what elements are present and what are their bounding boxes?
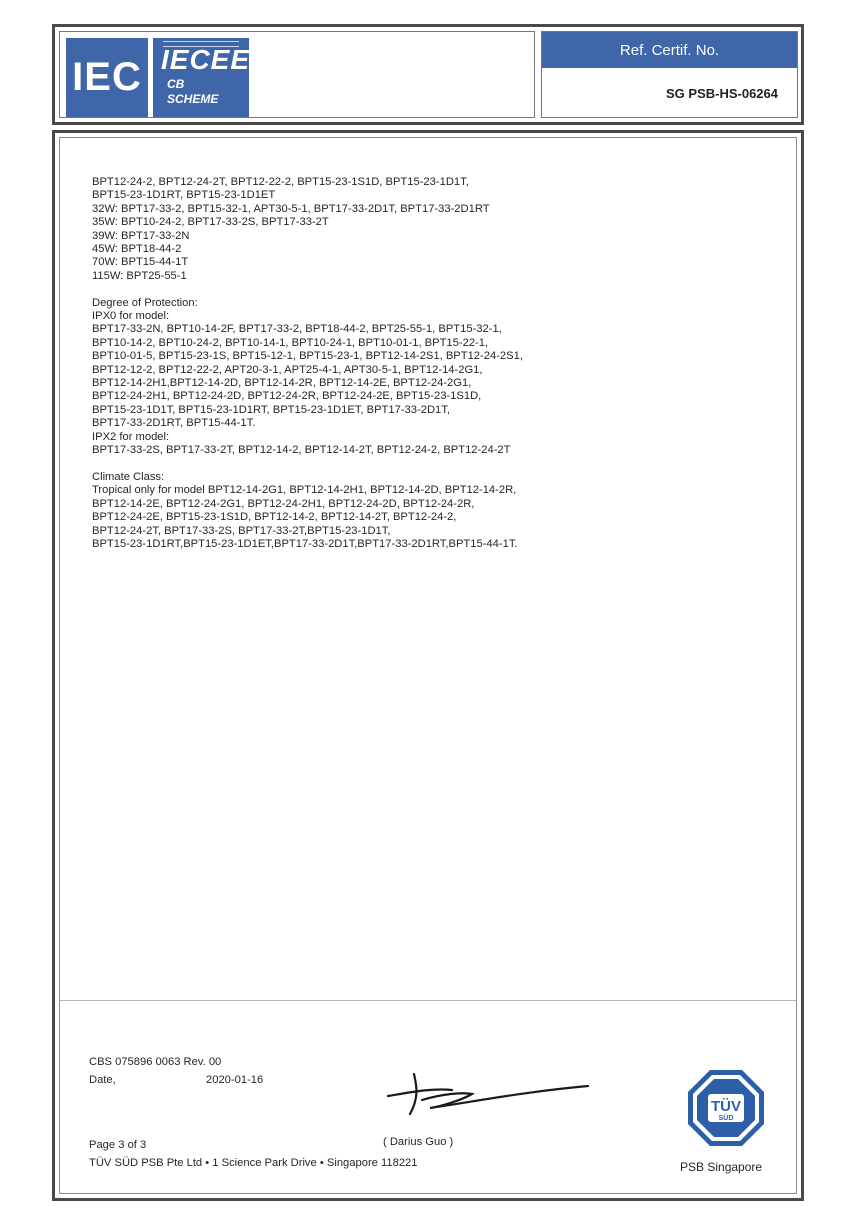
tuv-sud-logo <box>686 1068 766 1148</box>
date-label: Date, <box>89 1074 116 1086</box>
model-line: 35W: BPT10-24-2, BPT17-33-2S, BPT17-33-2T <box>92 216 329 229</box>
certificate-content <box>92 176 792 551</box>
climate-line: BPT12-24-2T, BPT17-33-2S, BPT17-33-2T,BPT15-23-1D1T, <box>92 524 391 537</box>
ref-certificate-panel <box>541 31 798 118</box>
signatory-name: ( Darius Guo ) <box>383 1136 454 1148</box>
scheme-logo-text: SCHEME <box>167 92 219 106</box>
model-line: 115W: BPT25-55-1 <box>92 269 187 282</box>
climate-line: BPT12-24-2E, BPT15-23-1S1D, BPT12-14-2, BPT12-14-2T, BPT12-24-2, <box>92 511 457 524</box>
ipx2-heading: IPX2 for model: <box>92 430 170 443</box>
psb-singapore-label: PSB Singapore <box>680 1160 763 1174</box>
date-value: 2020-01-16 <box>206 1074 264 1086</box>
protection-line: BPT12-12-2, BPT12-22-2, APT20-3-1, APT25-4-1, APT30-5-1, BPT12-14-2G1, <box>92 363 483 376</box>
spacer <box>92 283 792 296</box>
protection-line: BPT15-23-1D1T, BPT15-23-1D1RT, BPT15-23-1D1ET, BPT17-33-2D1T, <box>92 403 450 416</box>
protection-line: BPT17-33-2S, BPT17-33-2T, BPT12-14-2, BPT12-14-2T, BPT12-24-2, BPT12-24-2T <box>92 444 511 457</box>
certificate-body <box>52 130 804 1201</box>
protection-line: BPT12-24-2H1, BPT12-24-2D, BPT12-24-2R, BPT12-24-2E, BPT15-23-1S1D, <box>92 390 482 403</box>
ref-certif-label: Ref. Certif. No. <box>542 32 797 68</box>
climate-line: Tropical only for model BPT12-14-2G1, BPT12-14-2H1, BPT12-14-2D, BPT12-14-2R, <box>92 484 517 497</box>
iecee-cb-scheme-logo <box>153 38 249 117</box>
protection-line: BPT17-33-2N, BPT10-14-2F, BPT17-33-2, BPT18-44-2, BPT25-55-1, BPT15-32-1, <box>92 323 502 336</box>
iecee-logo-text: IECEE <box>161 44 251 75</box>
protection-line: BPT17-33-2D1RT, BPT15-44-1T. <box>92 417 256 430</box>
spacer <box>92 458 792 471</box>
climate-heading: Climate Class: <box>92 470 165 483</box>
model-line: BPT15-23-1D1RT, BPT15-23-1D1ET <box>92 189 276 202</box>
ref-certif-number: SG PSB-HS-06264 <box>666 86 778 101</box>
certificate-header <box>52 24 804 125</box>
company-address: TÜV SÜD PSB Pte Ltd • 1 Science Park Drive • Singapore 118221 <box>89 1157 418 1169</box>
iec-logo-text: IEC <box>72 55 142 99</box>
iec-logo <box>66 38 148 117</box>
protection-line: BPT12-14-2H1,BPT12-14-2D, BPT12-14-2R, BPT12-14-2E, BPT12-24-2G1, <box>92 377 472 390</box>
protection-heading: Degree of Protection: <box>92 296 198 309</box>
model-line: 39W: BPT17-33-2N <box>92 229 190 242</box>
model-line: 32W: BPT17-33-2, BPT15-32-1, APT30-5-1, BPT17-33-2D1T, BPT17-33-2D1RT <box>92 202 490 215</box>
cb-logo-text: CB <box>167 77 185 91</box>
model-line: 70W: BPT15-44-1T <box>92 256 189 269</box>
signature <box>382 1070 592 1120</box>
protection-line: BPT10-01-5, BPT15-23-1S, BPT15-12-1, BPT15-23-1, BPT12-14-2S1, BPT12-24-2S1, <box>92 350 523 363</box>
climate-line: BPT15-23-1D1RT,BPT15-23-1D1ET,BPT17-33-2D1T,BPT17-33-2D1RT,BPT15-44-1T. <box>92 537 518 550</box>
climate-line: BPT12-14-2E, BPT12-24-2G1, BPT12-24-2H1, BPT12-24-2D, BPT12-24-2R, <box>92 497 475 510</box>
tuv-logo-subtext: SÜD <box>718 1115 734 1122</box>
model-line: BPT12-24-2, BPT12-24-2T, BPT12-22-2, BPT15-23-1S1D, BPT15-23-1D1T, <box>92 176 469 188</box>
ipx0-heading: IPX0 for model: <box>92 310 170 323</box>
tuv-logo-text: TÜV <box>711 1098 741 1115</box>
model-line: 45W: BPT18-44-2 <box>92 243 182 256</box>
certificate-body-inner <box>59 137 797 1194</box>
cbs-number: CBS 075896 0063 Rev. 00 <box>89 1056 222 1068</box>
logo-panel <box>59 31 535 118</box>
protection-line: BPT10-14-2, BPT10-24-2, BPT10-14-1, BPT10-24-1, BPT10-01-1, BPT15-22-1, <box>92 336 489 349</box>
footer-divider <box>60 1000 796 1001</box>
page-number: Page 3 of 3 <box>89 1139 147 1151</box>
